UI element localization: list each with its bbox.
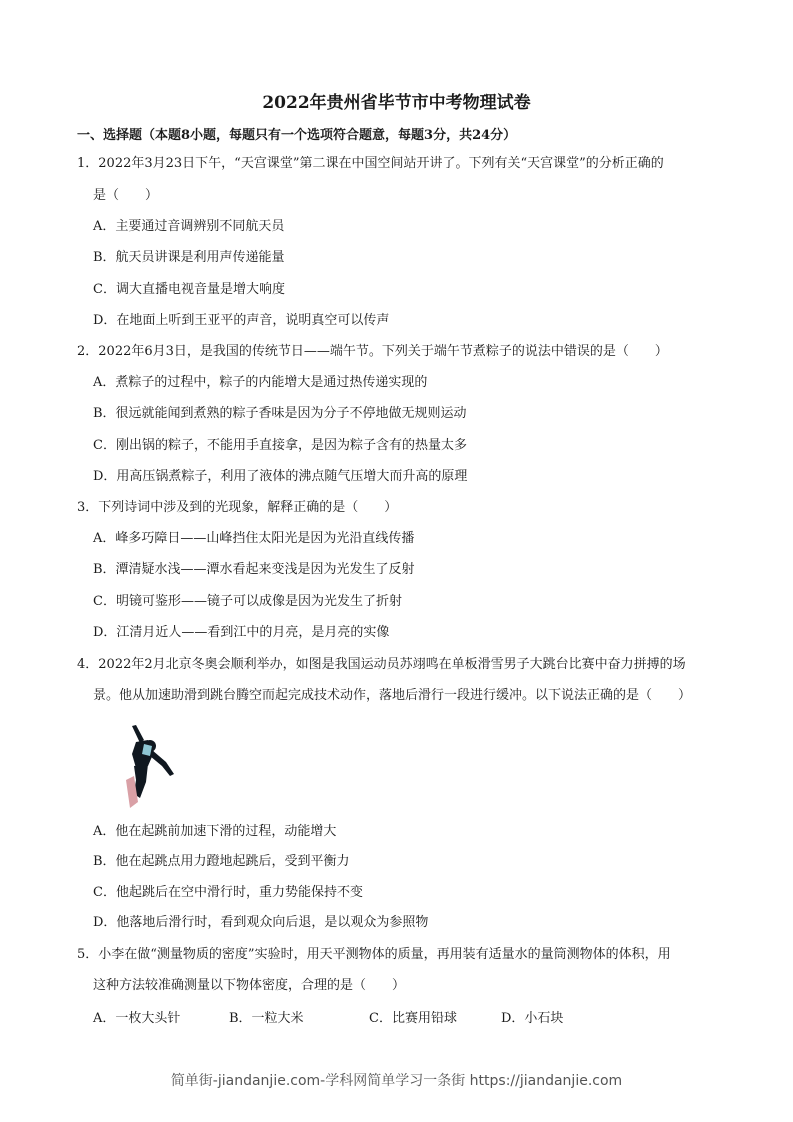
snowboarder-figure-icon (118, 722, 188, 810)
question-1-stem-line-2: 是（ ） (93, 188, 159, 203)
question-1-option-a: A．主要通过音调辨别不同航天员 (93, 219, 285, 234)
page-title: 2022年贵州省毕节市中考物理试卷 (262, 93, 531, 113)
question-2-option-d: D．用高压锅煮粽子，利用了液体的沸点随气压增大而升高的原理 (93, 469, 468, 484)
question-1-stem-line-1: 1．2022年3月23日下午，“天宫课堂”第二课在中国空间站开讲了。下列有关“天宫课堂”的分析正确的 (77, 156, 664, 171)
question-3-option-b: B．潭清疑水浅——潭水看起来变浅是因为光发生了反射 (93, 562, 415, 577)
question-5-option-b: B．一粒大米 (229, 1011, 304, 1026)
question-5-stem-line-1: 5．小李在做“测量物质的密度”实验时，用天平测物体的质量，再用装有适量水的量筒测物体的体积，用 (77, 947, 671, 962)
question-4-option-a: A．他在起跳前加速下滑的过程，动能增大 (93, 824, 337, 839)
question-2-option-a: A．煮粽子的过程中，粽子的内能增大是通过热传递实现的 (93, 375, 428, 390)
question-5-stem-line-2: 这种方法较准确测量以下物体密度，合理的是（ ） (93, 978, 406, 993)
question-2-stem-line-1: 2．2022年6月3日，是我国的传统节日——端午节。下列关于端午节煮粽子的说法中错误的是（ ） (77, 344, 668, 359)
question-4-option-d: D．他落地后滑行时，看到观众向后退，是以观众为参照物 (93, 915, 429, 930)
question-4-option-c: C．他起跳后在空中滑行时，重力势能保持不变 (93, 885, 363, 900)
question-1-option-c: C．调大直播电视音量是增大响度 (93, 282, 285, 297)
watermark-footer: 简单街-jiandanjie.com-学科网简单学习一条街 https://jiandanjie.com (170, 1073, 623, 1089)
question-1-option-d: D．在地面上听到王亚平的声音，说明真空可以传声 (93, 313, 390, 328)
question-2-option-b: B．很远就能闻到煮熟的粽子香味是因为分子不停地做无规则运动 (93, 406, 467, 421)
question-3-option-a: A．峰多巧障日——山峰挡住太阳光是因为光沿直线传播 (93, 531, 415, 546)
snowboarder-image (118, 722, 188, 810)
question-4-stem-line-2: 景。他从加速助滑到跳台腾空而起完成技术动作，落地后滑行一段进行缓冲。以下说法正确的是（ ） (93, 688, 692, 703)
question-4-stem-line-1: 4．2022年2月北京冬奥会顺利举办，如图是我国运动员苏翊鸣在单板滑雪男子大跳台比赛中奋力拼搏的场 (77, 657, 686, 672)
question-5-option-c: C．比赛用铅球 (369, 1011, 457, 1026)
question-1-option-b: B．航天员讲课是利用声传递能量 (93, 250, 285, 265)
question-3-option-c: C．明镜可鉴形——镜子可以成像是因为光发生了折射 (93, 594, 402, 609)
question-3-stem-line-1: 3．下列诗词中涉及到的光现象，解释正确的是（ ） (77, 500, 398, 515)
question-5-option-a: A．一枚大头针 (93, 1011, 181, 1026)
question-4-option-b: B．他在起跳点用力蹬地起跳后，受到平衡力 (93, 854, 350, 869)
question-5-option-d: D．小石块 (501, 1011, 564, 1026)
section-heading: 一、选择题（本题8小题，每题只有一个选项符合题意，每题3分，共24分） (77, 128, 517, 143)
question-2-option-c: C．刚出锅的粽子，不能用手直接拿，是因为粽子含有的热量太多 (93, 438, 467, 453)
question-3-option-d: D．江清月近人——看到江中的月亮，是月亮的实像 (93, 625, 390, 640)
